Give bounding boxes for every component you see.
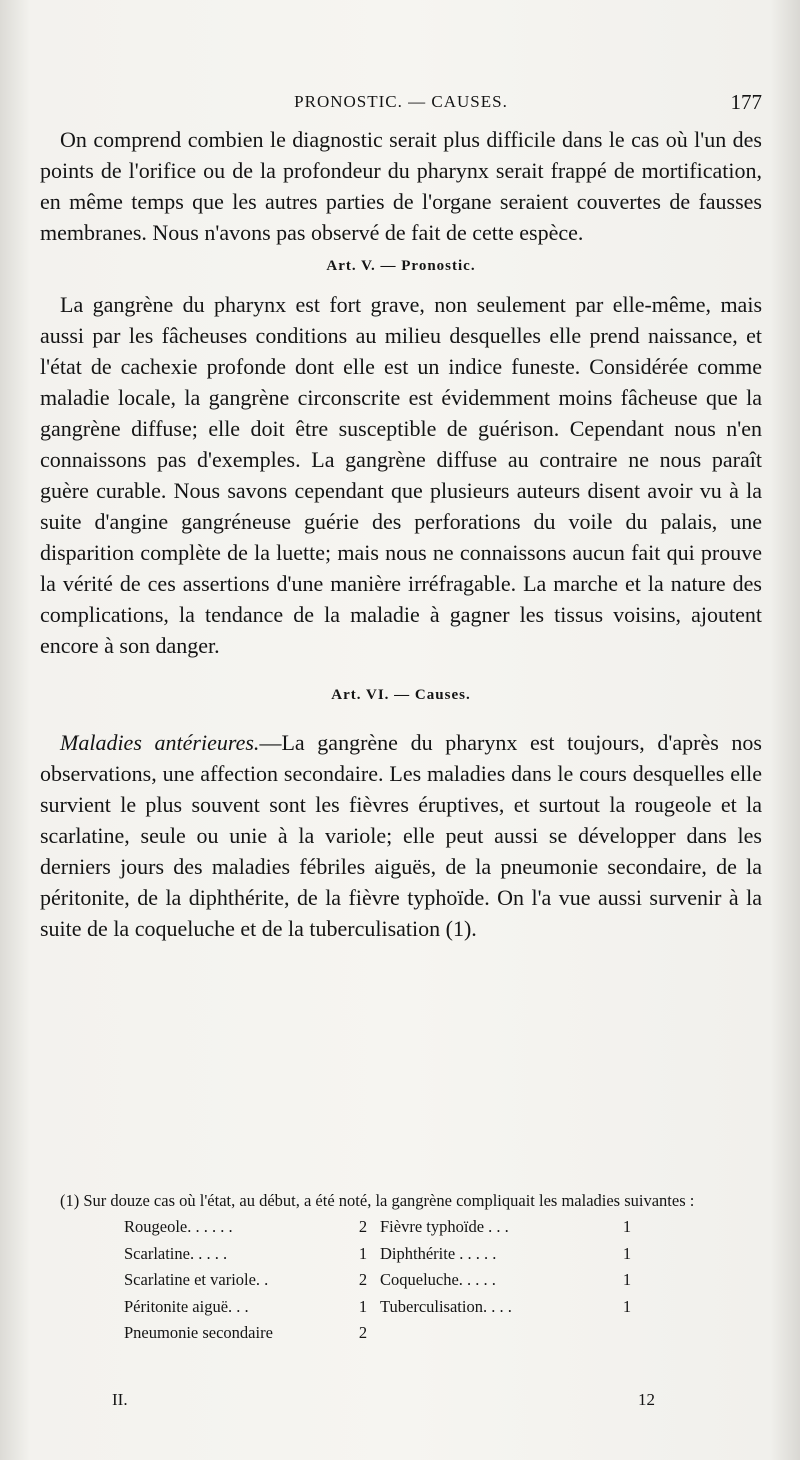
disease-name: Rougeole. . . . . .: [124, 1217, 233, 1236]
disease-name: Pneumonie secondaire: [124, 1323, 273, 1342]
footnote: [40, 1188, 762, 1347]
case-count: 2: [358, 1270, 368, 1289]
disease-name: Scarlatine et variole. .: [124, 1270, 269, 1289]
running-head: PRONOSTIC. — CAUSES.: [294, 92, 508, 111]
footnote-table: [124, 1214, 642, 1347]
paragraph-diagnostic: On comprend combien le diagnostic serait plus difficile dans le cas où l'un des points de l'orifice ou de la profondeur du pharynx serait frappé de mortification, en même temps que les autres parties de l'organe seraient couvertes de fausses membranes. Nous n'avons pas observé de fait de cette espèce.: [40, 127, 762, 245]
section-heading-pronostic: Art. V. — Pronostic.: [326, 258, 476, 274]
footnote-table-row: [124, 1294, 642, 1321]
case-count: 1: [358, 1243, 368, 1263]
volume-signature: II.: [112, 1390, 128, 1409]
footnote-table-row: [124, 1214, 642, 1241]
case-count: 2: [358, 1323, 368, 1342]
disease-name: Coqueluche. . . . .: [380, 1270, 496, 1289]
main-text: [40, 124, 762, 944]
disease-name: Péritonite aiguë. . .: [124, 1296, 249, 1316]
sheet-signature: 12: [638, 1390, 655, 1409]
disease-name: [380, 1320, 612, 1347]
footnote-table-row: [124, 1267, 642, 1294]
disease-name: Scarlatine. . . . .: [124, 1243, 228, 1263]
case-count: 2: [358, 1217, 368, 1236]
paragraph-pronostic: La gangrène du pharynx est fort grave, non seulement par elle-même, mais aussi par les fâcheuses conditions au milieu desquelles elle prend naissance, et l'état de cachexie profonde dont elle est un indice funeste. Considérée comme maladie locale, la gangrène circonscrite est évidemment moins fâcheuse que la gangrène diffuse; elle doit être susceptible de guérison. Cependant nous n'en connaissons pas d'exemples. La gangrène diffuse au contraire ne nous paraît guère curable. Nous savons cependant que plusieurs auteurs disent avoir vu à la suite d'angine gangréneuse guérie des perforations du voile du palais, une disparition complète de la luette; mais nous ne connaissons aucun fait qui prouve la vérité de ces assertions d'une manière irréfragable. La marche et la nature des complications, la tendance de la maladie à gagner les tissus voisins, ajoutent encore à son danger.: [40, 292, 762, 658]
section-heading-causes: Art. VI. — Causes.: [331, 687, 471, 703]
case-count: 1: [622, 1296, 632, 1316]
page-header: [40, 90, 762, 118]
disease-name: Tuberculisation. . . .: [380, 1296, 512, 1316]
paragraph-lead-title: Maladies antérieures.: [60, 730, 260, 755]
case-count: 1: [622, 1217, 632, 1236]
disease-name: Diphthérite . . . . .: [380, 1243, 497, 1263]
footnote-table-row: [124, 1241, 642, 1268]
paragraph-causes-text: —La gangrène du pharynx est toujours, d'après nos observations, une affection secondaire. Les maladies dans le cours desquelles elle survient le plus souvent sont les fièvres éruptives, et surtout la rougeole et la scarlatine, seule ou unie à la variole; elle peut aussi se développer dans les derniers jours des maladies fébriles aiguës, de la pneumonie secondaire, de la péritonite, de la diphthérite, de la fièvre typhoïde. On l'a vue aussi survenir à la suite de la coqueluche et de la tuberculisation (1).: [40, 730, 762, 941]
footnote-table-row: [124, 1320, 642, 1347]
case-count: 1: [358, 1296, 368, 1316]
case-count: 1: [622, 1270, 632, 1289]
disease-name: Fièvre typhoïde . . .: [380, 1217, 509, 1236]
case-count: 1: [622, 1243, 632, 1263]
page-number: 177: [730, 90, 762, 114]
footnote-text: (1) Sur douze cas où l'état, au début, a été noté, la gangrène compliquait les maladies suivantes :: [60, 1191, 695, 1210]
case-count: [612, 1320, 642, 1347]
paragraph-causes: [40, 727, 762, 944]
